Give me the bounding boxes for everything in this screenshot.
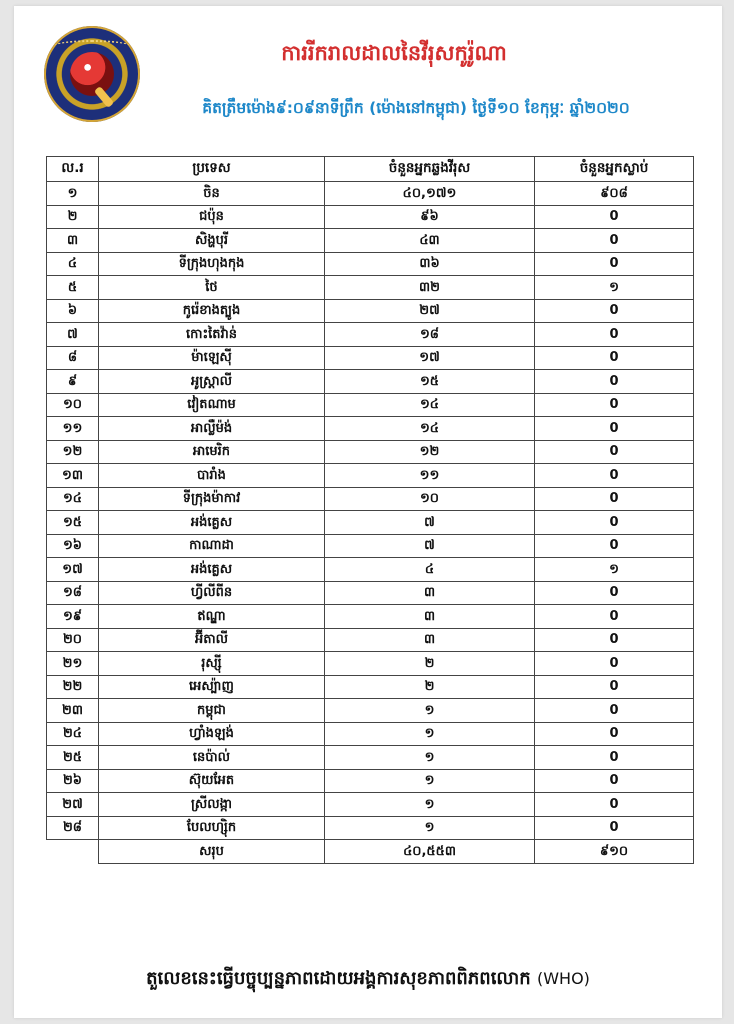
table-row bbox=[47, 558, 694, 582]
document-page bbox=[14, 6, 722, 1018]
cell-country: អ៊ីតាលី bbox=[99, 628, 325, 652]
cell-number: ២ bbox=[47, 205, 99, 229]
cell-number: ១០ bbox=[47, 393, 99, 417]
column-header-country: ប្រទេស bbox=[99, 157, 325, 182]
cell-cases: ១៧ bbox=[325, 346, 535, 370]
cell-cases: ៤៣ bbox=[325, 229, 535, 253]
cell-cases: ៤០,១៧១ bbox=[325, 182, 535, 206]
table-row bbox=[47, 205, 694, 229]
cell-number: ២៣ bbox=[47, 699, 99, 723]
table-row bbox=[47, 417, 694, 441]
cell-number: ១១ bbox=[47, 417, 99, 441]
cell-deaths: 0 bbox=[535, 699, 694, 723]
cell-deaths: 0 bbox=[535, 534, 694, 558]
cell-number: ១៦ bbox=[47, 534, 99, 558]
cell-number: ៣ bbox=[47, 229, 99, 253]
table-body bbox=[47, 182, 694, 840]
cell-country: ទីក្រុងម៉ាកាវ bbox=[99, 487, 325, 511]
total-label: សរុប bbox=[99, 840, 325, 864]
cell-country: កូរ៉េខាងត្បូង bbox=[99, 299, 325, 323]
cell-deaths: 0 bbox=[535, 605, 694, 629]
cell-cases: ៣៦ bbox=[325, 252, 535, 276]
cell-number: ៥ bbox=[47, 276, 99, 300]
cell-number: ១២ bbox=[47, 440, 99, 464]
cases-table bbox=[46, 156, 694, 864]
cell-country: កាណាដា bbox=[99, 534, 325, 558]
table-row bbox=[47, 628, 694, 652]
cell-country: កម្ពុជា bbox=[99, 699, 325, 723]
column-header-cases: ចំនួនអ្នកឆ្លងវីរុស bbox=[325, 157, 535, 182]
cell-country: រុស្ស៊ី bbox=[99, 652, 325, 676]
source-note-text: តួលេខនេះធ្វើបច្ចុប្បន្នភាពដោយអង្គការសុខភាពពិភពលោក bbox=[146, 968, 537, 989]
cell-deaths: 0 bbox=[535, 511, 694, 535]
cell-deaths: 0 bbox=[535, 581, 694, 605]
cell-number: ២២ bbox=[47, 675, 99, 699]
cell-number: ១៤ bbox=[47, 487, 99, 511]
cell-cases: ១៤ bbox=[325, 393, 535, 417]
cell-country: អង់គ្លេស bbox=[99, 511, 325, 535]
cell-number: ១ bbox=[47, 182, 99, 206]
total-cases: ៤០,៥៥៣ bbox=[325, 840, 535, 864]
table-row bbox=[47, 323, 694, 347]
cell-cases: ២ bbox=[325, 652, 535, 676]
table-row bbox=[47, 299, 694, 323]
cell-country: ថៃ bbox=[99, 276, 325, 300]
cell-number: ២៨ bbox=[47, 816, 99, 840]
table-row bbox=[47, 816, 694, 840]
table-row bbox=[47, 393, 694, 417]
table-row bbox=[47, 440, 694, 464]
cell-deaths: ១ bbox=[535, 558, 694, 582]
cell-deaths: ៩០៨ bbox=[535, 182, 694, 206]
cell-deaths: 0 bbox=[535, 346, 694, 370]
table-header-row bbox=[47, 157, 694, 182]
cell-country: អង់គ្លេស bbox=[99, 558, 325, 582]
cell-country: ចិន bbox=[99, 182, 325, 206]
cell-deaths: 0 bbox=[535, 816, 694, 840]
cell-number: ១៨ bbox=[47, 581, 99, 605]
cell-country: ជប៉ុន bbox=[99, 205, 325, 229]
cell-cases: ១០ bbox=[325, 487, 535, 511]
cell-number: ៧ bbox=[47, 323, 99, 347]
cell-deaths: 0 bbox=[535, 205, 694, 229]
cell-deaths: 0 bbox=[535, 487, 694, 511]
cell-number: ៦ bbox=[47, 299, 99, 323]
cell-cases: ៣២ bbox=[325, 276, 535, 300]
table-row bbox=[47, 722, 694, 746]
microphone-logo-icon bbox=[44, 26, 140, 122]
cell-country: ស៊ុយអែត bbox=[99, 769, 325, 793]
cell-country: អាមេរិក bbox=[99, 440, 325, 464]
cell-deaths: 0 bbox=[535, 440, 694, 464]
cell-country: ម៉ាឡេស៊ី bbox=[99, 346, 325, 370]
cell-deaths: 0 bbox=[535, 299, 694, 323]
cell-deaths: ១ bbox=[535, 276, 694, 300]
table-row bbox=[47, 370, 694, 394]
table-row bbox=[47, 746, 694, 770]
cell-deaths: 0 bbox=[535, 252, 694, 276]
table-row bbox=[47, 605, 694, 629]
table-row bbox=[47, 793, 694, 817]
table-row bbox=[47, 675, 694, 699]
cell-deaths: 0 bbox=[535, 370, 694, 394]
cell-cases: ១ bbox=[325, 793, 535, 817]
cell-country: នេប៉ាល់ bbox=[99, 746, 325, 770]
table-row bbox=[47, 252, 694, 276]
column-header-deaths: ចំនួនអ្នកស្លាប់ bbox=[535, 157, 694, 182]
table-row bbox=[47, 699, 694, 723]
cell-cases: ៧ bbox=[325, 511, 535, 535]
cell-country: អេស្ប៉ាញ bbox=[99, 675, 325, 699]
cell-number: ១៧ bbox=[47, 558, 99, 582]
cell-cases: ១២ bbox=[325, 440, 535, 464]
cell-deaths: 0 bbox=[535, 323, 694, 347]
cell-number: ២៧ bbox=[47, 793, 99, 817]
cell-cases: ៧ bbox=[325, 534, 535, 558]
cell-country: អាល្លឺម៉ង់ bbox=[99, 417, 325, 441]
table-row bbox=[47, 487, 694, 511]
cell-cases: ១ bbox=[325, 699, 535, 723]
cell-cases: ៣ bbox=[325, 605, 535, 629]
cell-number: ១៣ bbox=[47, 464, 99, 488]
cell-deaths: 0 bbox=[535, 393, 694, 417]
cell-cases: ១៨ bbox=[325, 323, 535, 347]
cell-number: ២៦ bbox=[47, 769, 99, 793]
cell-cases: ៤ bbox=[325, 558, 535, 582]
cell-cases: ៣ bbox=[325, 581, 535, 605]
cell-country: ហ្វីលីពីន bbox=[99, 581, 325, 605]
cell-country: ហ្វាំងឡង់ bbox=[99, 722, 325, 746]
cell-number: ៤ bbox=[47, 252, 99, 276]
cell-deaths: 0 bbox=[535, 464, 694, 488]
cell-country: ទីក្រុងហុងកុង bbox=[99, 252, 325, 276]
table-row bbox=[47, 534, 694, 558]
cell-cases: ១ bbox=[325, 769, 535, 793]
source-note bbox=[14, 966, 722, 993]
cell-country: បែលហ្ស៊ិក bbox=[99, 816, 325, 840]
table-row bbox=[47, 652, 694, 676]
cell-deaths: 0 bbox=[535, 722, 694, 746]
cell-cases: ១១ bbox=[325, 464, 535, 488]
column-header-number: ល.រ bbox=[47, 157, 99, 182]
page-subtitle: គិតត្រឹមម៉ោង៩:០៩នាទីព្រឹក (ម៉ោងនៅកម្ពុជា) ថ្ងៃទី១០ ខែកុម្ភៈ ឆ្នាំ២០២០ bbox=[202, 99, 630, 117]
cell-deaths: 0 bbox=[535, 229, 694, 253]
cell-cases: ១ bbox=[325, 722, 535, 746]
cell-cases: ១៤ bbox=[325, 417, 535, 441]
cell-country: កោះតៃវ៉ាន់ bbox=[99, 323, 325, 347]
cell-number: ៩ bbox=[47, 370, 99, 394]
cell-cases: ៩៦ bbox=[325, 205, 535, 229]
cell-deaths: 0 bbox=[535, 793, 694, 817]
cell-deaths: 0 bbox=[535, 769, 694, 793]
source-note-org: (WHO) bbox=[536, 969, 590, 988]
table-row bbox=[47, 346, 694, 370]
cell-number: ៨ bbox=[47, 346, 99, 370]
table-row bbox=[47, 769, 694, 793]
table-row bbox=[47, 182, 694, 206]
cell-cases: ១ bbox=[325, 816, 535, 840]
cell-deaths: 0 bbox=[535, 417, 694, 441]
table-row bbox=[47, 229, 694, 253]
total-row bbox=[47, 840, 694, 864]
cell-cases: ២៧ bbox=[325, 299, 535, 323]
cell-number: ១៩ bbox=[47, 605, 99, 629]
cell-cases: ២ bbox=[325, 675, 535, 699]
cell-cases: ៣ bbox=[325, 628, 535, 652]
cell-country: បារាំង bbox=[99, 464, 325, 488]
cell-number: ២០ bbox=[47, 628, 99, 652]
cell-country: ឥណ្ឌា bbox=[99, 605, 325, 629]
cell-country: វៀតណាម bbox=[99, 393, 325, 417]
cell-country: សិង្ហបុរី bbox=[99, 229, 325, 253]
cell-deaths: 0 bbox=[535, 652, 694, 676]
cell-country: អូស្ត្រាលី bbox=[99, 370, 325, 394]
cell-deaths: 0 bbox=[535, 628, 694, 652]
cell-deaths: 0 bbox=[535, 746, 694, 770]
table-row bbox=[47, 464, 694, 488]
cell-number: ២៤ bbox=[47, 722, 99, 746]
page-title: ការរីករាលដាលនៃវីរុសកូរ៉ូណា bbox=[281, 41, 507, 65]
cell-cases: ១៥ bbox=[325, 370, 535, 394]
cell-number: ២១ bbox=[47, 652, 99, 676]
table-row bbox=[47, 511, 694, 535]
cell-number: ១៥ bbox=[47, 511, 99, 535]
cell-number: ២៥ bbox=[47, 746, 99, 770]
cell-country: ស្រីលង្កា bbox=[99, 793, 325, 817]
cell-deaths: 0 bbox=[535, 675, 694, 699]
cell-cases: ១ bbox=[325, 746, 535, 770]
total-deaths: ៩១០ bbox=[535, 840, 694, 864]
table-row bbox=[47, 276, 694, 300]
table-row bbox=[47, 581, 694, 605]
